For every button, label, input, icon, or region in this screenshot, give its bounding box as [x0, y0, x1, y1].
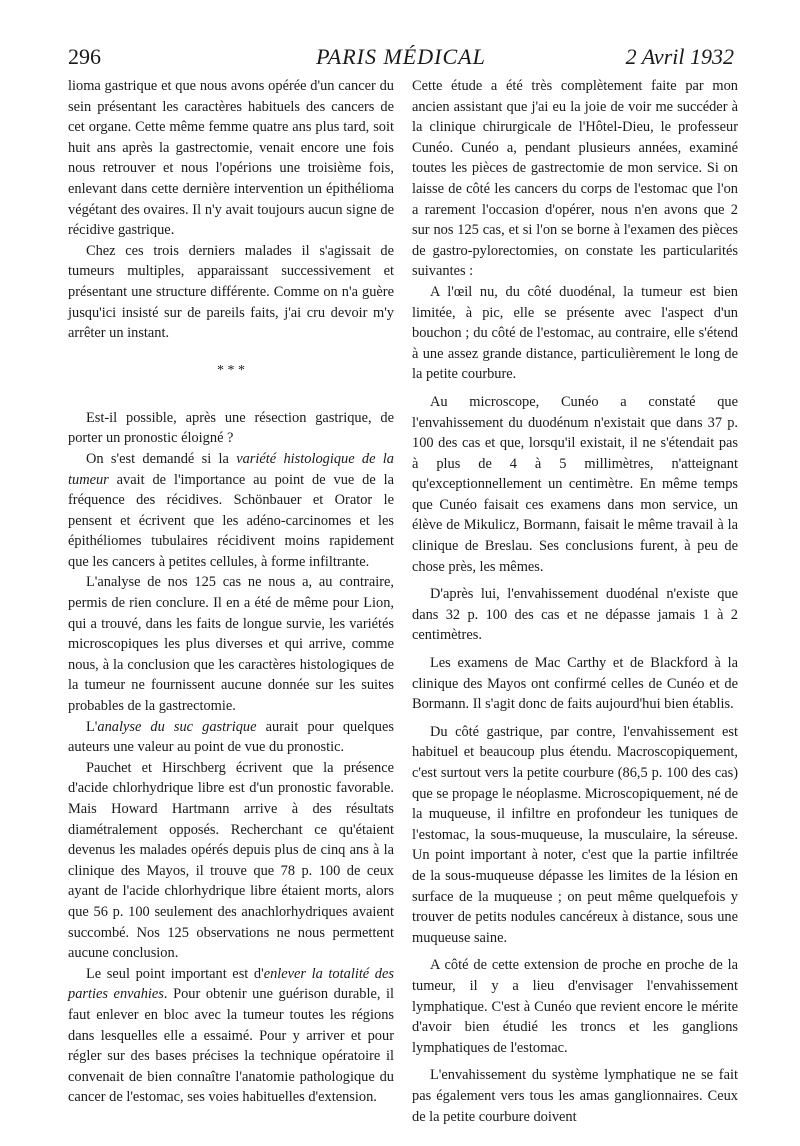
section-separator: * * * — [217, 362, 245, 378]
page-header — [68, 42, 734, 72]
paragraph: Cette étude a été très complètement faite par mon ancien assistant que j'ai eu la joie de voir me succéder à la clinique chirurgicale de l'Hôtel-Dieu, le professeur Cunéo. Cunéo a, pendant plusieurs années, examiné toutes les pièces de gastrectomie de mon service. Si on laisse de côté les cancers du corps de l'estomac que l'on a rarement l'occasion d'opérer, nous n'en avons que 2 sur nos 125 cas, et si l'on se borne à l'examen des pièces de gastro-pylorectomies, on constate les particularités suivantes : — [412, 78, 738, 280]
issue-date: 2 Avril 1932 — [625, 44, 734, 69]
paragraph: Chez ces trois derniers malades il s'agissait de tumeurs multiples, apparaissant successivement et présentant une structure différente. Comme on n'a guère jusqu'ici insisté sur de pareils faits, j'ai cru devoir m'y arrêter un instant. — [68, 242, 394, 342]
paragraph — [68, 964, 394, 1108]
paragraph — [68, 449, 394, 573]
paragraph: L'envahissement du système lymphatique ne se fait pas également vers tous les amas ganglionnaires. Ceux de la petite courbure doivent — [412, 1067, 738, 1125]
paragraph: Au microscope, Cunéo a constaté que l'envahissement du duodénum n'existait que dans 37 p. 100 des cas et que, lorsqu'il existait, il ne s'étendait pas à plus de 4 à 5 millimètres, n'atteignant qu'exceptionnellement un centimètre. En même temps que Cunéo faisait ces examens dans mon service, un élève de Mikulicz, Bormann, faisait le même travail à la clinique de Breslau. Ses conclusions furent, à peu de chose près, les mêmes. — [412, 393, 738, 575]
text-run: L' — [86, 718, 98, 735]
page-number: 296 — [68, 44, 101, 69]
paragraph — [68, 717, 394, 758]
paragraph: A l'œil nu, du côté duodénal, la tumeur est bien limitée, à pic, elle se présente avec l'aspect d'un bouchon ; du côté de l'estomac, au contraire, elle s'étend à une assez grande distance, particulièrement le long de la petite courbure. — [412, 283, 738, 383]
journal-title: PARIS MÉDICAL — [316, 44, 486, 69]
paragraph: A côté de cette extension de proche en proche de la tumeur, il y a lieu d'envisager l'envahissement lymphatique. C'est à Cunéo que revient encore le mérite d'avoir bien étudié les troncs et les ganglions lymphatiques de l'estomac. — [412, 957, 738, 1056]
paragraph: Du côté gastrique, par contre, l'envahissement est habituel et beaucoup plus étendu. Macroscopiquement, c'est surtout vers la petite courbure (86,5 p. 100 des cas) que se propage le néoplasme. Microscopiquement, né de la muqueuse, il infiltre en profondeur les tuniques de l'estomac, la sous-muqueuse, la musculaire, la séreuse. Un point important à noter, c'est que la partie infiltrée de la sous-muqueuse dépasse les limites de la lésion en surface de la muqueuse ; on peut même quelquefois y trouver de petits nodules cancéreux à distance, sous une muqueuse saine. — [412, 723, 738, 946]
left-column — [68, 76, 394, 1108]
text-run: aurait pour quelques auteurs une valeur au point de vue du pronostic. — [68, 718, 394, 756]
paragraph: D'après lui, l'envahissement duodénal n'existe que dans 32 p. 100 des cas et ne dépasse jamais 1 à 2 centimètres. — [412, 586, 738, 644]
paragraph: Les examens de Mac Carthy et de Blackford à la clinique des Mayos ont confirmé celles de Cunéo et de Bormann. Il s'agit donc de faits aujourd'hui bien établis. — [412, 655, 738, 713]
emphasis-text: analyse du suc gastrique — [97, 718, 257, 735]
paragraph: L'analyse de nos 125 cas ne nous a, au contraire, permis de rien conclure. Il en a été de même pour Lion, qui a trouvé, dans les faits de longue survie, les variétés microscopiques les plus diverses et qui arrive, comme nous, à la conclusion que les caractères histologiques de la tumeur ne fournissent aucune donnée sur les suites probables de la gastrectomie. — [68, 574, 394, 715]
text-run: Le seul point important est d' — [86, 965, 264, 982]
paragraph: Pauchet et Hirschberg écrivent que la présence d'acide chlorhydrique libre est d'un pronostic favorable. Mais Howard Hartmann arrive à des résultats diamétralement opposés. Recherchant ce qu'étaient devenus les malades opérés depuis plus de cinq ans à la clinique des Mayos, il trouve que 78 p. 100 de ceux ayant de l'acide chlorhydrique libre étaient morts, alors que 56 p. 100 seulement des anachlorhydriques avaient succombé. Nos 125 observations ne nous permettent aucune conclusion. — [68, 759, 394, 962]
emphasis-text: enlever la totalité des parties envahies — [68, 965, 394, 1003]
text-run: avait de l'importance au point de vue de la fréquence des récidives. Schönbauer et Orator le pensent et écrivent que les adéno-carcinomes et les épithéliomes tubulaires récidivent moins rapidement que les cancers à petites cellules, à forme infiltrante. — [68, 471, 394, 570]
emphasis-text: variété histologique de la tumeur — [68, 450, 394, 488]
text-run: On s'est demandé si la — [86, 450, 237, 467]
right-column — [412, 76, 738, 1127]
paragraph: lioma gastrique et que nous avons opérée d'un cancer du sein présentant les caractères habituels des cancers de cet organe. Cette même femme quatre ans plus tard, soit huit ans après la gastrectomie, venait encore une fois nous retrouver et nous l'opérions une troisième fois, enlevant dans cette dernière intervention un épithélioma végétant des ovaires. Il n'y avait toujours aucun signe de récidive gastrique. — [68, 78, 394, 239]
text-run: . Pour obtenir une guérison durable, il faut enlever en bloc avec la tumeur toutes les régions dans lesquelles elle a essaimé. Pour y arriver et pour régler sur des bases précises la technique opératoire il convenait de bien connaître l'anatomie pathologique du cancer de l'estomac, ses voies habituelles d'extension. — [68, 986, 394, 1106]
paragraph: Est-il possible, après une résection gastrique, de porter un pronostic éloigné ? — [68, 409, 394, 447]
